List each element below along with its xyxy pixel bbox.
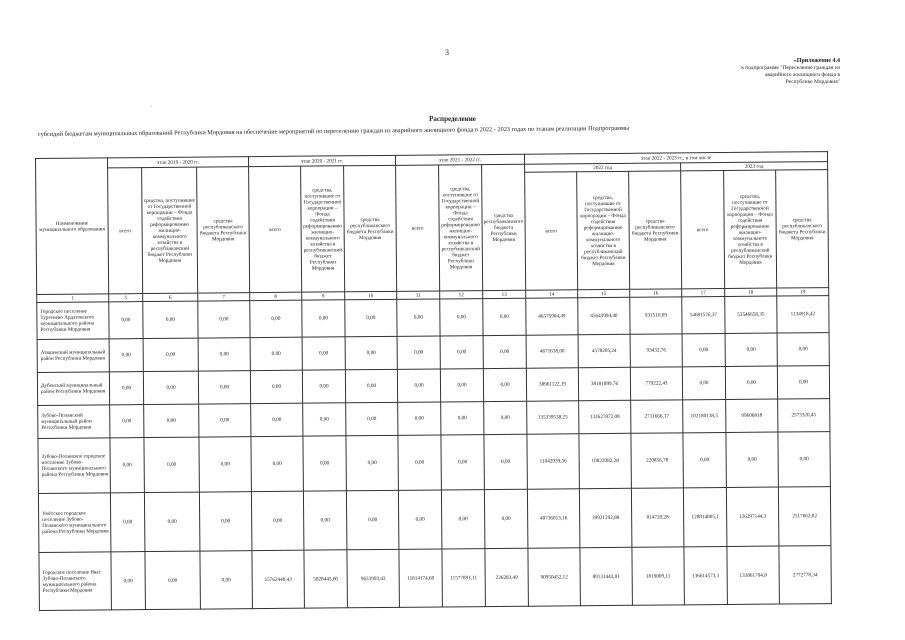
period-header: этап 2020 - 2021 гг. (248, 155, 395, 166)
amount-cell: 0,00 (345, 299, 397, 336)
amount-cell: 2711666,17 (631, 400, 683, 433)
amount-cell: 40736013,16 (527, 489, 580, 548)
col-republic-header: средства республиканского бюджета Республики Мордовия (629, 171, 682, 289)
column-number: 11 (397, 291, 440, 299)
amount-cell: 0,00 (725, 366, 777, 399)
column-number: 12 (440, 291, 483, 299)
amount-cell: 0,00 (726, 432, 778, 487)
amount-cell: 0,00 (250, 300, 302, 337)
amount-cell: 133861794,8 (727, 546, 780, 604)
col-fund-header: средства, поступившие от Государственной корпорации – Фонда содействия реформированию жилищно-коммунального хозяйства в республиканский бюджет Республики Мордовия (142, 167, 198, 293)
col-total-header: всего (396, 165, 440, 291)
amount-cell: 0,00 (398, 490, 442, 549)
amount-cell: 0,00 (441, 435, 484, 490)
column-number: 1 (37, 294, 109, 303)
page-number: 3 (445, 48, 449, 57)
amount-cell: 0,00 (682, 333, 725, 366)
amount-cell: 779222,43 (630, 367, 682, 400)
amount-cell: 0,00 (346, 490, 399, 549)
amount-cell: 0,00 (109, 372, 143, 405)
amount-cell: 0,00 (440, 336, 483, 369)
amount-cell: 10822082,28 (579, 433, 631, 488)
distribution-table (35, 151, 832, 611)
amount-cell: 1819009,11 (632, 547, 685, 605)
period-header: этап 2022 - 2023 гг., в том числе (524, 152, 827, 165)
amount-cell: 220856,78 (631, 433, 683, 488)
col-republic-header: средства республиканского бюджета Республики Мордовия (197, 167, 250, 293)
period-header: этап 2019 - 2020 гг. (108, 157, 249, 168)
column-number: 6 (143, 293, 198, 301)
amount-cell: 53546658,35 (725, 296, 777, 333)
amount-cell: 931510,09 (630, 297, 682, 334)
amount-cell: 0,00 (198, 371, 250, 404)
stray-mark: · (150, 104, 152, 110)
amount-cell: 0,00 (440, 369, 483, 402)
amount-cell: 4578205,24 (578, 334, 630, 367)
amount-cell: 0,00 (778, 432, 830, 487)
amount-cell: 0,00 (397, 299, 440, 336)
amount-cell: 0,00 (483, 368, 526, 401)
column-number: 7 (198, 293, 250, 301)
amount-cell: 0,00 (251, 403, 303, 436)
amount-cell: 0,00 (143, 371, 198, 404)
year-header: 2023 год (681, 162, 828, 171)
amount-cell: 0,00 (682, 366, 725, 399)
col-republic-header: средства республиканского бюджета Республики Мордовия (776, 170, 829, 288)
amount-cell: 0,00 (198, 301, 250, 338)
amount-cell: 0,00 (441, 490, 485, 549)
amount-cell: 0,00 (199, 404, 251, 437)
municipality-name: Зубово-Полянский муниципальный район Республики Мордовия (38, 405, 110, 439)
amount-cell: 0,00 (397, 369, 440, 402)
amount-cell: 0,00 (143, 338, 198, 371)
amount-cell: 0,00 (199, 437, 251, 492)
municipality-name: Городское поселение Явас Зубово-Полянского муниципального района Республики Мордовия (39, 552, 112, 611)
amount-cell: 0,00 (143, 301, 198, 338)
amount-cell: 46575904,49 (526, 298, 578, 335)
column-number: 19 (777, 288, 829, 296)
appendix-title: «Приложение 4.4 (793, 58, 840, 64)
amount-cell: 0,00 (251, 491, 304, 550)
amount-cell: 5828445,00 (304, 550, 348, 608)
amount-cell: 0,00 (398, 435, 441, 490)
amount-cell: 45643994,40 (578, 297, 630, 334)
col-total-header: всего (108, 168, 143, 294)
col-republic-header: средства республиканского бюджета Республики Мордовия (482, 164, 526, 290)
table-row (38, 432, 830, 494)
col-municipality-header: Наименование муниципального образования (36, 158, 109, 295)
amount-cell: 9633993,43 (347, 549, 400, 607)
amount-cell: 102180138,5 (683, 399, 726, 432)
amount-cell: 0,00 (483, 298, 526, 335)
amount-cell: 93432,76 (630, 334, 682, 367)
municipality-name: Атяшевский муниципальный район Республики Мордовия (37, 339, 109, 373)
amount-cell: 0,00 (302, 337, 345, 370)
document-subtitle: субсидий бюджетам муниципальных образований Республики Мордовия на обеспечение мероприятий по переселению граждан из аварийного жилищного фонда в 2022 - 2023 годах по этапам реализации Подпрограммы (37, 124, 630, 138)
period-header: этап 2021 - 2022 гг. (395, 154, 524, 165)
col-total-header: всего (525, 172, 578, 290)
amount-cell: 0,00 (484, 489, 528, 548)
municipality-name: Дубенский муниципальный район Республики Мордовия (37, 372, 109, 406)
amount-cell: 0,00 (484, 434, 527, 489)
amount-cell: 38181899,76 (578, 367, 630, 400)
amount-cell: 0,00 (250, 337, 302, 370)
amount-cell: 0,00 (303, 491, 347, 550)
amount-cell: 0,00 (199, 492, 252, 551)
amount-cell: 0,00 (303, 403, 346, 436)
amount-cell: 0,00 (346, 402, 398, 435)
amount-cell: 0,00 (346, 435, 398, 490)
amount-cell: 0,00 (484, 401, 527, 434)
amount-cell: 0,00 (397, 336, 440, 369)
table-row (38, 487, 830, 553)
amount-cell: 0,00 (302, 370, 345, 403)
amount-cell: 0,00 (198, 338, 250, 371)
amount-cell: 38961122,19 (526, 368, 578, 401)
appendix-header (690, 58, 840, 86)
amount-cell: 0,00 (110, 438, 144, 493)
amount-cell: 136614573,1 (684, 546, 728, 604)
amount-cell: 0,00 (777, 366, 829, 399)
amount-cell: 0,00 (777, 333, 829, 366)
col-fund-header: средства, поступившие от Государственной корпорации – Фонда содействия реформированию жилищно-коммунального хозяйства в республиканский бюджет Республики Мордовия (577, 171, 630, 289)
col-fund-header: средства, поступившие от Государственной корпорации – Фонда содействия реформированию жилищно-коммунального хозяйства в республиканский бюджет Республики Мордовия (724, 170, 777, 288)
amount-cell: 0,00 (200, 551, 253, 609)
amount-cell: 0,00 (109, 339, 143, 372)
amount-cell: 2517662,02 (778, 487, 831, 546)
amount-cell: 135339538,25 (527, 401, 579, 434)
amount-cell: 0,00 (398, 402, 441, 435)
amount-cell: 236283,49 (485, 548, 529, 606)
col-total-header: всего (249, 166, 302, 292)
column-number: 5 (109, 294, 143, 302)
column-number: 14 (526, 290, 578, 298)
amount-cell: 0,00 (440, 299, 483, 336)
amount-cell: 0,00 (345, 336, 397, 369)
amount-cell: 0,00 (109, 302, 143, 339)
amount-cell: 0,00 (345, 369, 397, 402)
column-number: 13 (483, 290, 526, 298)
amount-cell: 4671638,00 (526, 335, 578, 368)
amount-cell: 99606818 (726, 399, 778, 432)
amount-cell: 11042939,56 (527, 434, 579, 489)
amount-cell: 11577891,11 (442, 549, 486, 607)
amount-cell: 0,00 (303, 436, 346, 491)
amount-cell: 128814805,1 (683, 487, 727, 546)
amount-cell: 0,00 (483, 335, 526, 368)
column-number: 8 (250, 292, 302, 300)
column-number: 16 (630, 289, 682, 297)
col-fund-header: средства, поступившие от Государственной корпорации – Фонда содействия реформированию жилищно-коммунального хозяйства в республиканский бюджет Республики Мордовия (301, 166, 345, 292)
amount-cell: 132627872,08 (579, 400, 631, 433)
amount-cell: 0,00 (111, 552, 146, 610)
amount-cell: 0,00 (302, 300, 345, 337)
amount-cell: 0,00 (144, 492, 200, 551)
appendix-line: к подпрограмме "Переселение граждан из (741, 65, 840, 71)
amount-cell: 126297144,3 (726, 487, 779, 546)
amount-cell: 0,00 (250, 370, 302, 403)
column-number: 17 (682, 288, 725, 296)
col-fund-header: средства, поступившие от Государственной корпорации – Фонда содействия реформированию жилищно-коммунального хозяйства в республиканский бюджет Республики Мордовия (439, 165, 483, 291)
amount-cell: 90950452,12 (528, 548, 581, 606)
year-header: 2022 год (525, 163, 681, 172)
amount-cell: 0,00 (110, 493, 145, 552)
document-title: Распределение (429, 115, 476, 123)
amount-cell: 0,00 (251, 436, 303, 491)
column-number: 18 (725, 288, 777, 296)
amount-cell: 0,00 (725, 333, 777, 366)
amount-cell: 0,00 (144, 437, 199, 492)
amount-cell: 39921292,88 (579, 488, 632, 547)
amount-cell: 0,00 (441, 402, 484, 435)
municipality-name: Зубово-Полянское городское поселение Зубово-Полянского муниципального района Республики Мордовия (38, 438, 110, 494)
col-total-header: всего (681, 170, 725, 288)
amount-cell: 15762440,43 (252, 550, 305, 608)
amount-cell: 0,00 (145, 551, 201, 609)
column-number: 10 (345, 291, 397, 299)
municipality-name: Умётское городское поселение Зубово-Полянского муниципального района Республики Мордовия (38, 493, 111, 553)
appendix-line: аварийного жилищного фонда в (764, 72, 840, 78)
amount-cell: 2772778,34 (779, 546, 832, 604)
amount-cell: 814720,28 (631, 488, 684, 547)
table-row (39, 546, 831, 611)
municipality-name: Городское поселение Тургенево Ардатовского муниципального района Республики Мордовия (37, 302, 109, 340)
amount-cell: 54681576,37 (682, 296, 725, 333)
amount-cell: 1134918,42 (777, 296, 829, 333)
amount-cell: 0,00 (144, 404, 199, 437)
amount-cell: 0,00 (110, 405, 144, 438)
column-number: 15 (578, 289, 630, 297)
appendix-line: Республике Мордовия" (785, 79, 840, 85)
amount-cell: 2573320,45 (778, 399, 830, 432)
column-number: 9 (302, 292, 345, 300)
amount-cell: 89131443,01 (580, 547, 633, 605)
col-republic-header: средства республиканского бюджета Республики Мордовия (344, 165, 397, 291)
amount-cell: 11814174,60 (399, 549, 443, 607)
amount-cell: 0,00 (683, 432, 726, 487)
